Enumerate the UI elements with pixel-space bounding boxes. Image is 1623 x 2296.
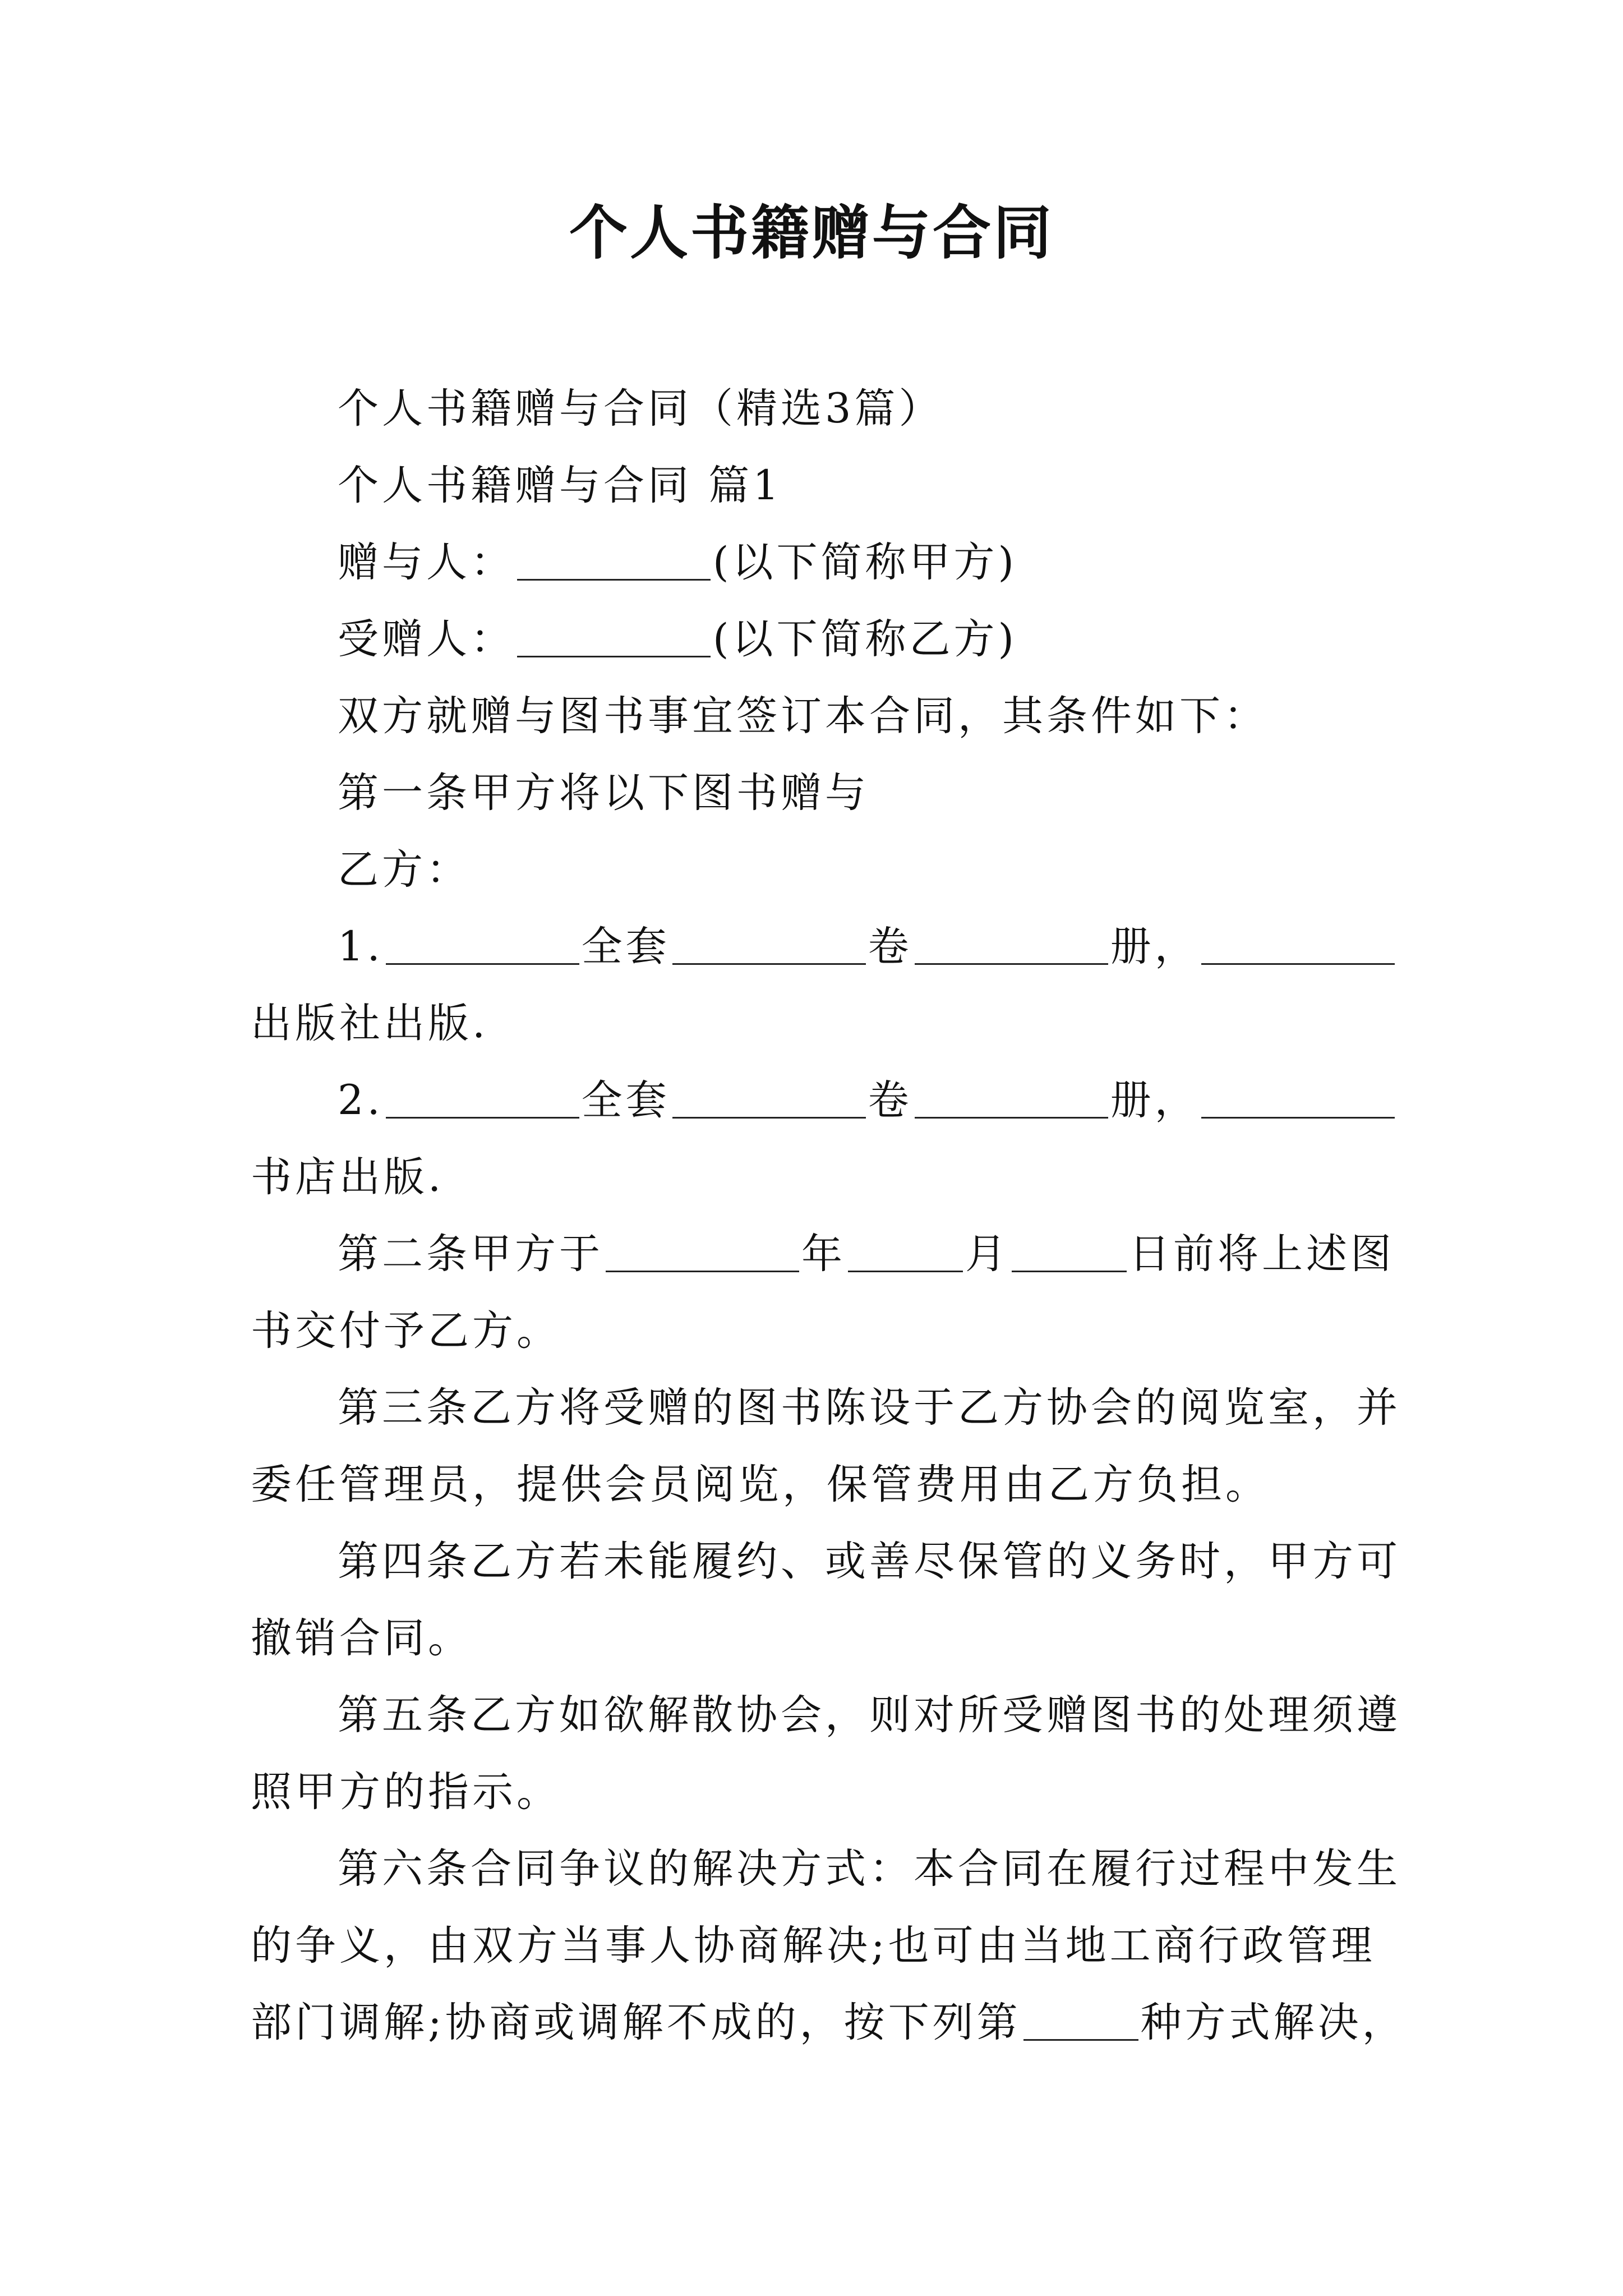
item-1-vol-blank	[915, 928, 1108, 965]
donor-label: 赠与人：	[338, 539, 515, 586]
article-2-year: 年	[801, 1230, 846, 1278]
item-1-book: 册，	[1110, 923, 1199, 970]
item-1-vol: 卷	[868, 923, 912, 970]
item-2-set-blank	[672, 1082, 866, 1119]
donee-blank	[517, 621, 711, 657]
donor-blank	[517, 544, 711, 581]
article-1-line-1: 第一条甲方将以下图书赠与	[338, 769, 869, 817]
intro-line: 双方就赠与图书事宜签订本合同，其条件如下：	[338, 692, 1268, 740]
article-4-line-1: 第四条乙方若未能履约、或善尽保管的义务时，甲方可	[338, 1538, 1401, 1585]
article-2-year-blank	[606, 1236, 799, 1272]
item-1-number: 1.	[338, 923, 384, 970]
article-6-line-3	[251, 1984, 1407, 2061]
article-5-line-2: 照甲方的指示。	[251, 1768, 561, 1816]
item-1-publisher-blank	[1201, 928, 1395, 965]
item-2-number: 2.	[338, 1076, 384, 1124]
item-2-store-blank	[1201, 1082, 1395, 1119]
item-2-vol-blank	[915, 1082, 1108, 1119]
document-body	[251, 370, 1407, 2061]
article-1-line-2: 乙方：	[338, 846, 471, 894]
article-6-line-3-start: 部门调解;协商或调解不成的，按下列第	[251, 1999, 1021, 2046]
article-3-line-1: 第三条乙方将受赠的图书陈设于乙方协会的阅览室，并	[338, 1384, 1401, 1432]
donor-line	[251, 524, 1389, 601]
donee-label: 受赠人：	[338, 615, 515, 663]
article-2-line-1	[251, 1216, 1395, 1292]
article-6-line-2: 的争义，由双方当事人协商解决;也可由当地工商行政管理	[251, 1922, 1376, 1970]
article-3-line-2: 委任管理员，提供会员阅览，保管费用由乙方负担。	[251, 1461, 1270, 1508]
item-2-line	[251, 1062, 1389, 1139]
item-1-set: 全套	[581, 923, 670, 970]
donor-suffix: (以下简称甲方)	[713, 539, 1017, 586]
article-5-line-1: 第五条乙方如欲解散协会，则对所受赠图书的处理须遵	[338, 1691, 1401, 1739]
article-6-line-1: 第六条合同争议的解决方式：本合同在履行过程中发生	[338, 1845, 1401, 1893]
item-2-vol: 卷	[868, 1076, 912, 1124]
item-1-line	[251, 908, 1389, 985]
article-6-method-blank	[1023, 2004, 1138, 2041]
donee-suffix: (以下简称乙方)	[713, 615, 1017, 663]
item-2-set: 全套	[581, 1076, 670, 1124]
part-heading: 个人书籍赠与合同 篇1	[338, 462, 782, 509]
donee-line	[251, 601, 1389, 678]
item-1-tail: 出版社出版.	[251, 1000, 489, 1047]
item-2-title-blank	[386, 1082, 579, 1119]
article-2-month-blank	[848, 1236, 963, 1272]
article-2-prefix: 第二条甲方于	[338, 1230, 603, 1278]
article-2-line-2: 书交付予乙方。	[251, 1307, 561, 1355]
article-2-day-blank	[1012, 1236, 1127, 1272]
item-1-set-blank	[672, 928, 866, 965]
article-2-rest: 日前将上述图	[1129, 1230, 1395, 1278]
article-6-line-3-end: 种方式解决，	[1140, 1999, 1407, 2046]
subtitle: 个人书籍赠与合同（精选3篇）	[338, 385, 943, 432]
item-1-title-blank	[386, 928, 579, 965]
article-2-month: 月	[965, 1230, 1009, 1278]
document-title: 个人书籍赠与合同	[569, 198, 1054, 267]
item-2-book: 册，	[1110, 1076, 1199, 1124]
item-2-tail: 书店出版.	[251, 1153, 445, 1201]
article-4-line-2: 撤销合同。	[251, 1614, 472, 1662]
